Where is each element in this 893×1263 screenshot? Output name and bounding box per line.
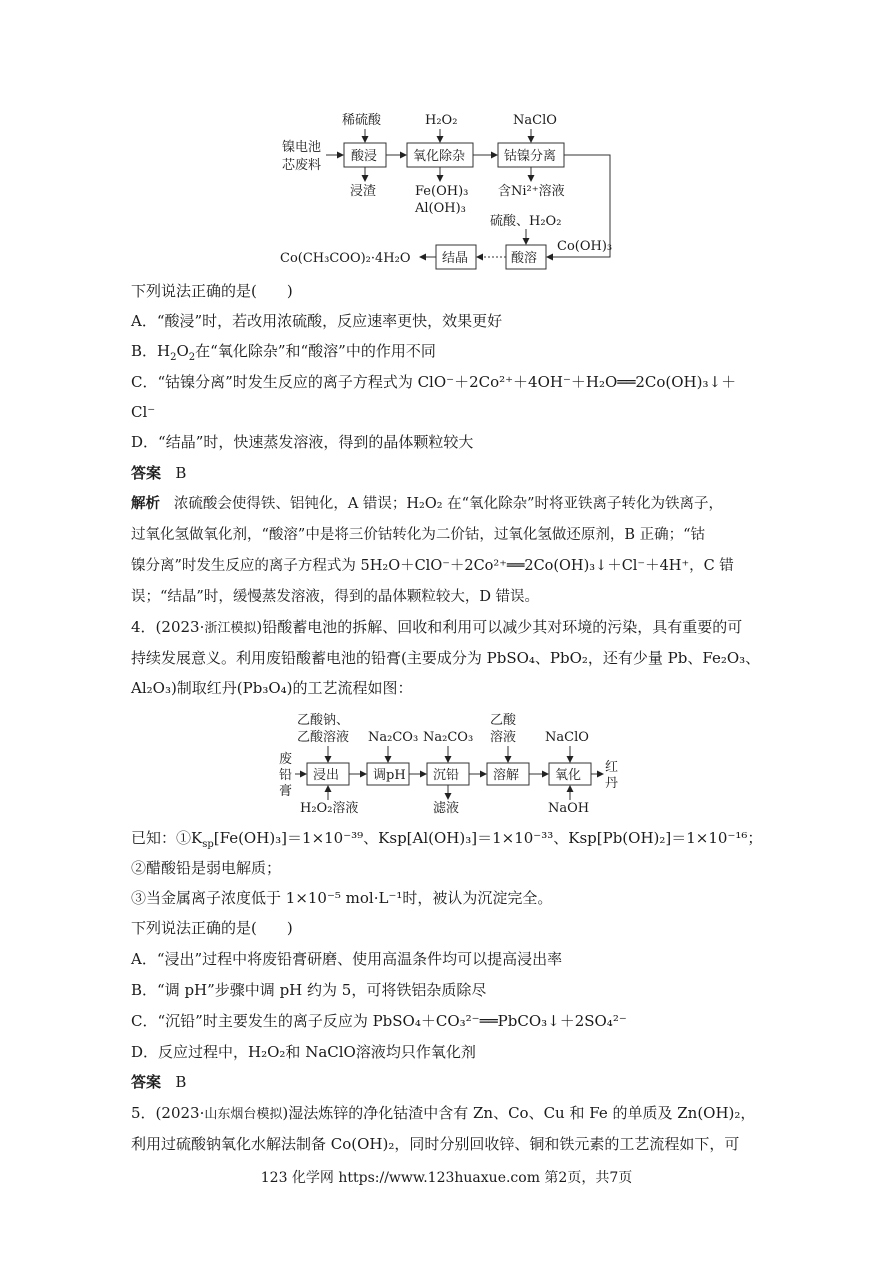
- q5-intro: 利用过硫酸钠氧化水解法制备 Co(OH)₂，同时分别回收锌、铜和铁元素的工艺流程如下，可: [131, 1135, 740, 1153]
- q5-intro: 5．(2023·山东烟台模拟)湿法炼锌的净化钴渣中含有 Zn、Co、Cu 和 Fe 的单质及 Zn(OH)₂，: [131, 1104, 756, 1122]
- q3-option-d: D．“结晶”时，快速蒸发溶液，得到的晶体颗粒较大: [131, 433, 474, 451]
- reagent-label: H₂O₂溶液: [300, 801, 359, 816]
- reagent-label: 稀硫酸: [342, 113, 382, 128]
- product-label: Co(CH₃COO)₂·4H₂O: [280, 251, 411, 266]
- q3-option-c-cont: Cl⁻: [131, 403, 156, 421]
- step-label: 溶解: [493, 768, 520, 783]
- flow-diagram-1: [270, 105, 630, 270]
- source-label: 镍电池: [282, 140, 322, 155]
- reagent-label: Na₂CO₃: [368, 730, 419, 745]
- q3-analysis: 过氧化氢做氧化剂，“酸溶”中是将三价钴转化为二价钴，过氧化氢做还原剂，B 正确；“钴: [131, 527, 705, 543]
- q3-answer: 答案 B: [131, 464, 187, 482]
- q4-known: ②醋酸铅是弱电解质；: [131, 859, 282, 877]
- output-label: 含Ni²⁺溶液: [498, 184, 565, 199]
- flow-diagram-2: [275, 708, 635, 820]
- page-footer: 123 化学网 https://www.123huaxue.com 第2页，共7页: [260, 1170, 633, 1186]
- reagent-label: 乙酸溶液: [297, 730, 350, 745]
- reagent-label: Na₂CO₃: [423, 730, 474, 745]
- q3-analysis: 误；“结晶”时，缓慢蒸发溶液，得到的晶体颗粒较大，D 错误。: [131, 589, 540, 605]
- q4-known: ③当金属离子浓度低于 1×10⁻⁵ mol·L⁻¹时，被认为沉淀完全。: [131, 889, 553, 907]
- q4-option-d: D．反应过程中，H₂O₂和 NaClO溶液均只作氧化剂: [131, 1043, 476, 1061]
- product-label: 红: [605, 760, 619, 775]
- q3-option-b: B．$H_2O_2$在“氧化除杂”和“酸溶”中的作用不同: [131, 342, 436, 363]
- source-label: 膏: [279, 784, 293, 799]
- q3-stem: 下列说法正确的是( ): [131, 282, 293, 300]
- output-label: 浸渣: [350, 184, 377, 199]
- reagent-label: 乙酸钠、: [297, 713, 350, 728]
- step-label: 氧化: [555, 768, 582, 783]
- reagent-label: NaOH: [548, 801, 590, 816]
- source-label: 废: [279, 752, 293, 767]
- reagent-label: 硫酸、H₂O₂: [490, 214, 562, 229]
- step-label: 调pH: [373, 768, 406, 783]
- q4-stem: 下列说法正确的是( ): [131, 919, 293, 937]
- step-label: 浸出: [313, 768, 340, 783]
- q4-option-a: A．“浸出”过程中将废铅膏研磨、使用高温条件均可以提高浸出率: [131, 950, 563, 968]
- source-label: 铅: [279, 768, 293, 783]
- output-label: 滤液: [433, 801, 460, 816]
- q3-option-a: A．“酸浸”时，若改用浓硫酸，反应速率更快，效果更好: [131, 312, 503, 330]
- q3-analysis: 镍分离”时发生反应的离子方程式为 5H₂O＋ClO⁻＋2Co²⁺══2Co(OH)₃↓＋Cl⁻＋4H⁺，C 错: [131, 558, 734, 574]
- reagent-label: 乙酸: [490, 713, 517, 728]
- step-label: 酸溶: [511, 251, 538, 266]
- q4-intro: 持续发展意义。利用废铅酸蓄电池的铅膏(主要成分为 PbSO₄、PbO₂，还有少量 Pb、Fe₂O₃、: [131, 649, 761, 667]
- reagent-label: NaClO: [545, 730, 589, 745]
- output-label: Fe(OH)₃: [415, 184, 469, 199]
- step-label: 结晶: [442, 251, 469, 266]
- reagent-label: 溶液: [490, 730, 517, 745]
- step-label: 酸浸: [351, 149, 378, 164]
- output-label: Al(OH)₃: [415, 201, 466, 216]
- step-label: 钴镍分离: [504, 149, 557, 164]
- q4-intro: 4．(2023·浙江模拟)铅酸蓄电池的拆解、回收和利用可以减少其对环境的污染，具有重要的可: [131, 618, 743, 636]
- step-label: 氧化除杂: [413, 149, 466, 164]
- loop-label: Co(OH)₃: [557, 239, 613, 254]
- reagent-label: H₂O₂: [425, 113, 458, 128]
- q3-option-c: C．“钴镍分离”时发生反应的离子方程式为 ClO⁻＋2Co²⁺＋4OH⁻＋H₂O══2Co(OH)₃↓＋: [131, 373, 737, 391]
- q4-intro: Al₂O₃)制取红丹(Pb₃O₄)的工艺流程如图：: [131, 679, 413, 697]
- q4-known: 已知：$①K_{sp}[Fe(OH)_3]=1\times 10^{-39}$、Ksp[Al(OH)₃]＝1×10⁻³³、Ksp[Pb(OH)₂]＝1×10⁻¹⁶；: [131, 829, 763, 850]
- q3-analysis: 解析 浓硫酸会使得铁、铝钝化，A 错误；H₂O₂ 在“氧化除杂”时将亚铁离子转化为铁离子，: [131, 495, 723, 512]
- product-label: 丹: [605, 776, 619, 791]
- reagent-label: NaClO: [513, 113, 557, 128]
- q4-option-c: C．“沉铅”时主要发生的离子反应为 PbSO₄＋CO₃²⁻══PbCO₃↓＋2SO₄²⁻: [131, 1012, 627, 1030]
- q4-answer: 答案 B: [131, 1073, 187, 1091]
- step-label: 沉铅: [433, 768, 460, 783]
- source-label: 芯废料: [282, 158, 322, 173]
- q4-option-b: B．“调 pH”步骤中调 pH 约为 5，可将铁铝杂质除尽: [131, 981, 487, 999]
